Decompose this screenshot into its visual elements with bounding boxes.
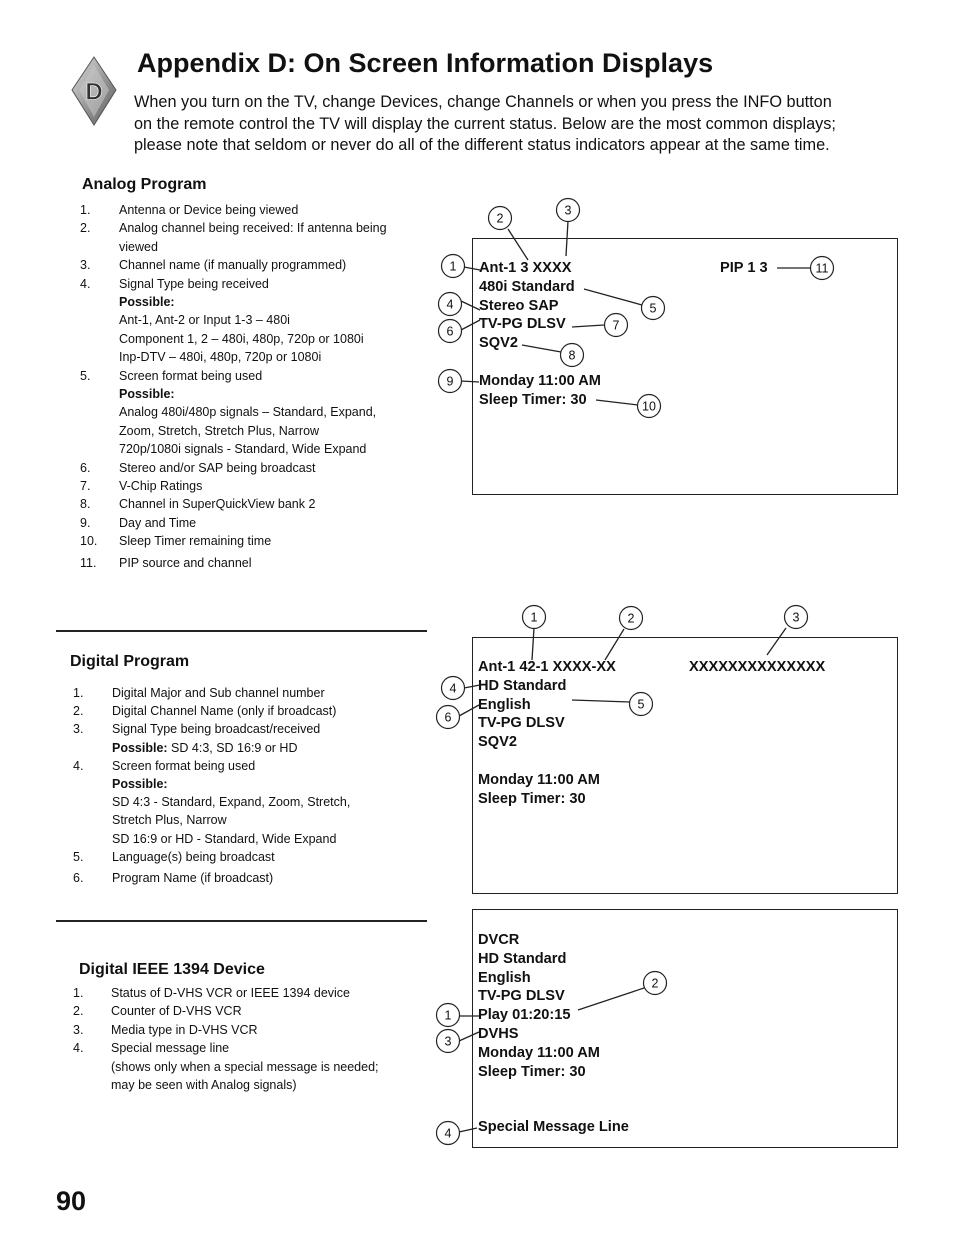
callout-leader-line: [459, 705, 479, 716]
ieee-section-title: Digital IEEE 1394 Device: [79, 961, 265, 978]
page-number: 90: [56, 1186, 87, 1216]
callout-number: 2: [651, 976, 659, 991]
callout-marker: [630, 693, 653, 716]
callout-number: 1: [530, 610, 538, 625]
osd-line: Monday 11:00 AM: [478, 771, 600, 788]
legend-item-text: Screen format being used: [112, 758, 256, 773]
callout-leader-line: [767, 628, 786, 655]
callout-number: 6: [444, 710, 452, 725]
legend-item-text: 720p/1080i signals - Standard, Wide Expand: [119, 442, 367, 457]
legend-item-text: Counter of D-VHS VCR: [111, 1004, 242, 1019]
osd-line: DVHS: [478, 1025, 519, 1042]
legend-item-number: 2.: [73, 1004, 84, 1019]
callout-marker: [557, 199, 580, 222]
osd-line: SQV2: [478, 734, 517, 751]
callout-number: 2: [496, 211, 504, 226]
legend-item-number: 1.: [73, 686, 84, 700]
callout-leader-line: [461, 320, 480, 330]
callout-leader-line: [566, 221, 568, 256]
legend-item-number: 2.: [80, 221, 91, 236]
legend-item-number: 4.: [73, 758, 84, 773]
callout-leader-line: [572, 325, 604, 327]
legend-item-text: Possible:: [119, 387, 175, 401]
callout-marker: [620, 607, 643, 630]
digital-section-title: Digital Program: [70, 653, 190, 670]
callout-marker: [644, 972, 667, 995]
callout-number: 6: [446, 324, 454, 339]
legend-item-text: PIP source and channel: [119, 555, 252, 570]
callout-number: 4: [449, 681, 457, 696]
legend-item-text: may be seen with Analog signals): [111, 1078, 297, 1092]
intro-line: When you turn on the TV, change Devices, change Channels or when you press the INFO button: [134, 93, 832, 111]
callout-leader-line: [464, 267, 480, 270]
callout-leader-line: [508, 229, 528, 260]
osd-line: English: [478, 969, 531, 986]
digital-osd-program-name: XXXXXXXXXXXXXX: [689, 659, 826, 675]
osd-line: HD Standard: [478, 950, 567, 967]
callout-number: 4: [446, 297, 454, 312]
callout-leader-line: [584, 289, 642, 305]
legend-item-label: Possible:: [112, 740, 168, 755]
osd-line: TV-PG DLSV: [478, 988, 565, 1005]
legend-item-text: Screen format being used: [119, 368, 263, 383]
callout-leader-line: [578, 988, 644, 1010]
legend-item-text: Component 1, 2 – 480i, 480p, 720p or 1080i: [119, 331, 364, 346]
legend-item-number: 1.: [80, 203, 91, 217]
callout-leader-line: [464, 685, 480, 688]
callout-marker: [561, 344, 584, 367]
legend-item-text: Media type in D-VHS VCR: [111, 1022, 258, 1037]
callout-marker: [439, 370, 462, 393]
osd-line: Sleep Timer: 30: [479, 391, 587, 408]
legend-item-number: 6.: [73, 871, 84, 885]
osd-line: Stereo SAP: [479, 297, 559, 314]
legend-item-text: V-Chip Ratings: [119, 479, 203, 493]
legend-item-text: Possible:: [112, 777, 168, 791]
legend-item-number: 11.: [80, 555, 97, 570]
legend-item-text: Digital Major and Sub channel number: [112, 686, 325, 700]
intro-line: please note that seldom or never do all of the different status indicators appear at the same time.: [134, 136, 830, 154]
callout-leader-line: [522, 345, 561, 352]
svg-text:D: D: [85, 78, 103, 106]
callout-marker: [523, 606, 546, 629]
legend-item-number: 1.: [73, 986, 84, 1000]
callout-number: 1: [444, 1008, 452, 1023]
osd-line: HD Standard: [478, 677, 567, 694]
legend-item-number: 5.: [80, 368, 91, 383]
osd-line: TV-PG DLSV: [479, 316, 566, 333]
callout-marker: [638, 395, 661, 418]
callout-leader-line: [605, 629, 624, 660]
legend-item-number: 4.: [80, 276, 91, 291]
osd-line: Ant-1 3 XXXX: [479, 260, 572, 276]
legend-item-text: Inp-DTV – 480i, 480p, 720p or 1080i: [119, 350, 322, 365]
osd-line: Monday 11:00 AM: [479, 372, 601, 389]
callout-leader-line: [461, 381, 479, 382]
legend-item-text: Possible:: [119, 295, 175, 309]
legend-item-text: Possible: SD 4:3, SD 16:9 or HD: [112, 740, 298, 755]
legend-item-text: Channel name (if manually programmed): [119, 258, 347, 273]
legend-item-number: 7.: [80, 479, 91, 493]
legend-item-text: Digital Channel Name (only if broadcast): [112, 704, 337, 719]
callout-leader-line: [596, 400, 638, 405]
legend-item-text: Language(s) being broadcast: [112, 849, 275, 864]
callout-number: 5: [637, 697, 645, 712]
legend-item-text: Special message line: [111, 1041, 230, 1056]
callout-leader-line: [459, 1128, 477, 1132]
legend-item-text: (shows only when a special message is needed;: [111, 1059, 379, 1074]
osd-line: SQV2: [479, 335, 518, 352]
callout-marker: [489, 207, 512, 230]
osd-line: Ant-1 42-1 XXXX-XX: [478, 659, 616, 675]
legend-item-text: Program Name (if broadcast): [112, 871, 274, 885]
callout-marker: [439, 320, 462, 343]
legend-item-number: 3.: [80, 258, 91, 273]
legend-item-text: Signal Type being broadcast/received: [112, 722, 321, 737]
ieee-osd-special-message: Special Message Line: [478, 1119, 629, 1135]
legend-item-text: Stereo and/or SAP being broadcast: [119, 460, 316, 475]
callout-number: 4: [444, 1126, 452, 1141]
osd-line: TV-PG DLSV: [478, 715, 565, 732]
callout-marker: [437, 706, 460, 729]
callout-number: 3: [564, 203, 572, 218]
legend-item-number: 6.: [80, 460, 91, 475]
callout-marker: [437, 1122, 460, 1145]
callout-marker: [437, 1004, 460, 1027]
legend-item-text: Signal Type being received: [119, 276, 269, 291]
callout-number: 3: [792, 610, 800, 625]
callout-leader-line: [461, 301, 480, 310]
page-title: Appendix D: On Screen Information Displays: [137, 48, 714, 78]
callout-leader-line: [572, 700, 630, 702]
callout-number: 10: [642, 399, 656, 414]
legend-item-text: Status of D-VHS VCR or IEEE 1394 device: [111, 986, 350, 1000]
legend-item-number: 4.: [73, 1041, 84, 1056]
callout-number: 1: [449, 259, 457, 274]
osd-line: Play 01:20:15: [478, 1007, 571, 1024]
legend-item-text: Channel in SuperQuickView bank 2: [119, 497, 316, 512]
legend-item-text: SD 4:3 - Standard, Expand, Zoom, Stretch,: [112, 795, 351, 810]
callout-marker: [605, 314, 628, 337]
callout-marker: [439, 293, 462, 316]
osd-line: Sleep Timer: 30: [478, 1063, 586, 1080]
callout-marker: [442, 255, 465, 278]
legend-item-text: SD 16:9 or HD - Standard, Wide Expand: [112, 831, 337, 846]
osd-line: Sleep Timer: 30: [478, 790, 586, 807]
callout-number: 2: [627, 611, 635, 626]
legend-item-number: 10.: [80, 534, 98, 549]
analog-osd-pip: PIP 1 3: [720, 260, 768, 276]
osd-line: Monday 11:00 AM: [478, 1044, 600, 1061]
callout-number: 3: [444, 1034, 452, 1049]
legend-item-text: Sleep Timer remaining time: [119, 534, 272, 549]
callout-number: 9: [446, 374, 454, 389]
legend-item-number: 3.: [73, 722, 84, 737]
legend-item-number: 3.: [73, 1022, 84, 1037]
callout-leader-line: [459, 1032, 479, 1041]
legend-item-text: Antenna or Device being viewed: [119, 203, 299, 217]
analog-section-title: Analog Program: [82, 176, 207, 193]
callout-leader-line: [532, 628, 534, 660]
legend-item-number: 8.: [80, 497, 91, 512]
legend-item-number: 5.: [73, 849, 84, 864]
intro-line: on the remote control the TV will display the current status. Below are the most common displays;: [134, 114, 836, 133]
callout-marker: [811, 257, 834, 280]
callout-number: 5: [649, 301, 657, 316]
osd-line: DVCR: [478, 932, 520, 948]
legend-item-text: Day and Time: [119, 515, 197, 530]
legend-item-number: 2.: [73, 704, 84, 719]
legend-item-text: Ant-1, Ant-2 or Input 1-3 – 480i: [119, 313, 290, 328]
callout-number: 8: [568, 348, 576, 363]
callout-number: 7: [612, 318, 620, 333]
callout-number: 11: [815, 261, 829, 276]
callout-marker: [642, 297, 665, 320]
legend-item-text: Analog channel being received: If antenna being: [119, 221, 387, 236]
callout-marker: [437, 1030, 460, 1053]
legend-item-text: Stretch Plus, Narrow: [112, 813, 227, 828]
osd-line: 480i Standard: [479, 278, 575, 295]
legend-item-text: Zoom, Stretch, Stretch Plus, Narrow: [119, 423, 320, 438]
callout-marker: [442, 677, 465, 700]
osd-line: English: [478, 696, 531, 713]
legend-item-text: Analog 480i/480p signals – Standard, Expand,: [119, 405, 377, 420]
legend-item-number: 9.: [80, 515, 91, 530]
legend-item-text: viewed: [119, 239, 158, 254]
callout-marker: [785, 606, 808, 629]
